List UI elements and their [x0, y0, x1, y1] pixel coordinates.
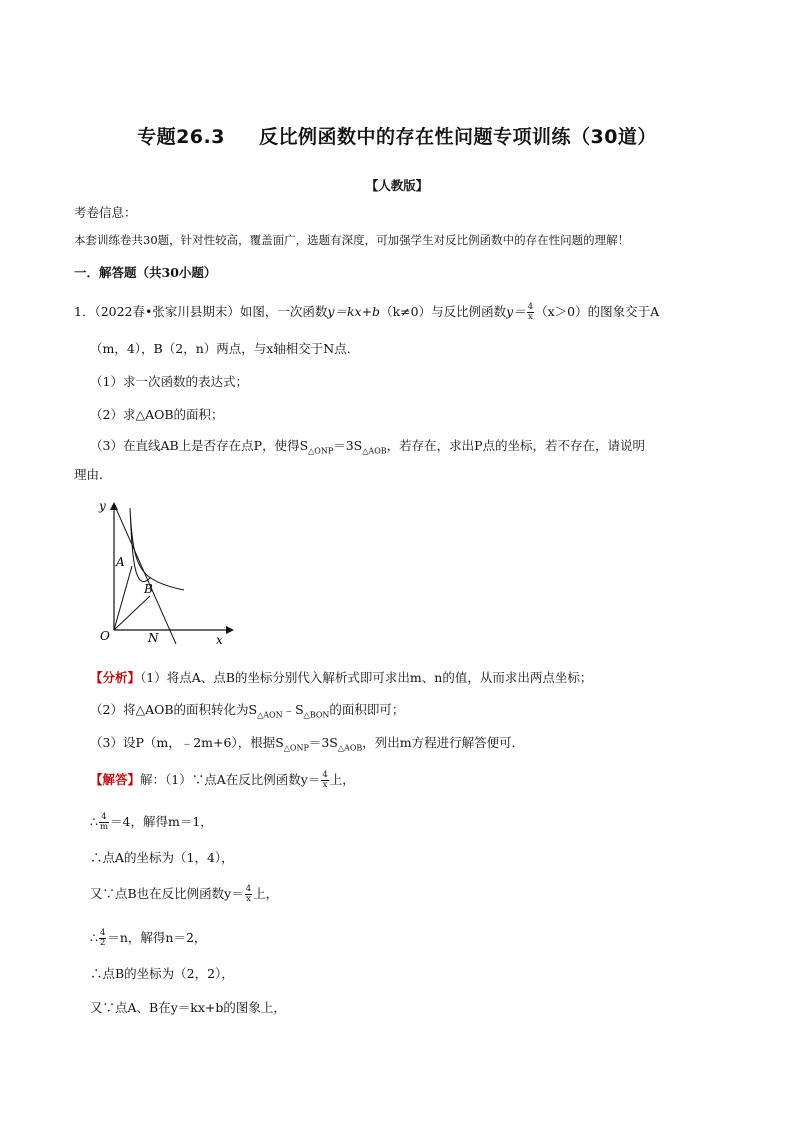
problem-1-question-3-cont: 理由． — [74, 467, 112, 482]
solution-line-2: ∴ $\frac{4}{m}$ ＝4，解得m＝1， — [90, 812, 213, 832]
solution-line-6: ∴点B的坐标为（2，2）， — [90, 966, 234, 981]
label-b: B — [144, 582, 153, 596]
label-y: y — [99, 499, 106, 513]
x-axis-arrow — [226, 626, 234, 634]
analysis-line-2: （2）将△AOB的面积转化为$S_{\triangle AON}﹣S_{\triangle BON}$的面积即可； — [90, 702, 405, 720]
title-topic-number: 专题26.3 — [137, 126, 225, 148]
solution-line-5: ∴ $\frac{4}{2}$ ＝n，解得n＝2， — [90, 928, 207, 948]
function-graph-figure — [86, 494, 236, 650]
fraction-4-over-x: $\frac{4}{x}$ — [527, 302, 534, 322]
solution-line-7: 又∵点A、B在y＝kx+b的图象上， — [90, 1000, 286, 1015]
label-a: A — [116, 555, 125, 569]
label-x: x — [216, 633, 223, 647]
page-title — [0, 122, 794, 149]
label-n: N — [148, 631, 159, 645]
problem-1-line-1: 1．（2022春•张家川县期末）如图，一次函数y＝kx+b（k≠0）与反比例函数y＝ $\frac{4}{x}$ （x＞0）的图象交于A — [74, 302, 660, 322]
section-heading: 一．解答题（共30小题） — [74, 265, 217, 280]
solution-line-1: 【解答】解：（1）∵点A在反比例函数y＝ $\frac{4}{x}$ 上， — [90, 770, 355, 790]
title-topic-name: 反比例函数中的存在性问题专项训练（30道） — [258, 126, 657, 148]
edition-label: 【人教版】 — [365, 178, 429, 193]
analysis-line-1: 【分析】（1）将点A、点B的坐标分别代入解析式即可求出m、n的值，从而求出两点坐标； — [90, 670, 593, 685]
problem-1-line-2: （m，4），B（2，n）两点，与x轴相交于N点． — [90, 341, 360, 356]
hyperbola-curve — [130, 508, 184, 590]
line-ab — [114, 504, 176, 644]
segment-oa — [114, 566, 132, 630]
problem-1-question-2: （2）求△AOB的面积； — [90, 407, 224, 422]
exam-info-label: 考卷信息： — [74, 205, 137, 220]
segment-ob — [114, 596, 150, 630]
exam-info-text: 本套训练卷共30题，针对性较高，覆盖面广，选题有深度，可加强学生对反比例函数中的存在性问题的理解！ — [74, 233, 630, 247]
problem-1-question-1: （1）求一次函数的表达式； — [90, 374, 248, 389]
analysis-tag: 【分析】 — [90, 670, 141, 685]
solution-line-3: ∴点A的坐标为（1，4）， — [90, 850, 234, 865]
label-o: O — [100, 629, 110, 643]
y-axis-arrow — [110, 502, 118, 510]
solution-line-4: 又∵点B也在反比例函数y＝ $\frac{4}{x}$ 上， — [90, 884, 279, 904]
solution-tag: 【解答】 — [90, 772, 141, 787]
problem-1-question-3: （3）在直线AB上是否存在点P，使得$S_{\triangle ONP}=3S_{\triangle AOB}$，若存在，求出P点的坐标，若不存在，请说明 — [90, 438, 646, 456]
analysis-line-3: （3）设P（m，﹣2m+6），根据$S_{\triangle ONP}=3S_{\triangle AOB}$，列出m方程进行解答便可． — [90, 735, 525, 753]
